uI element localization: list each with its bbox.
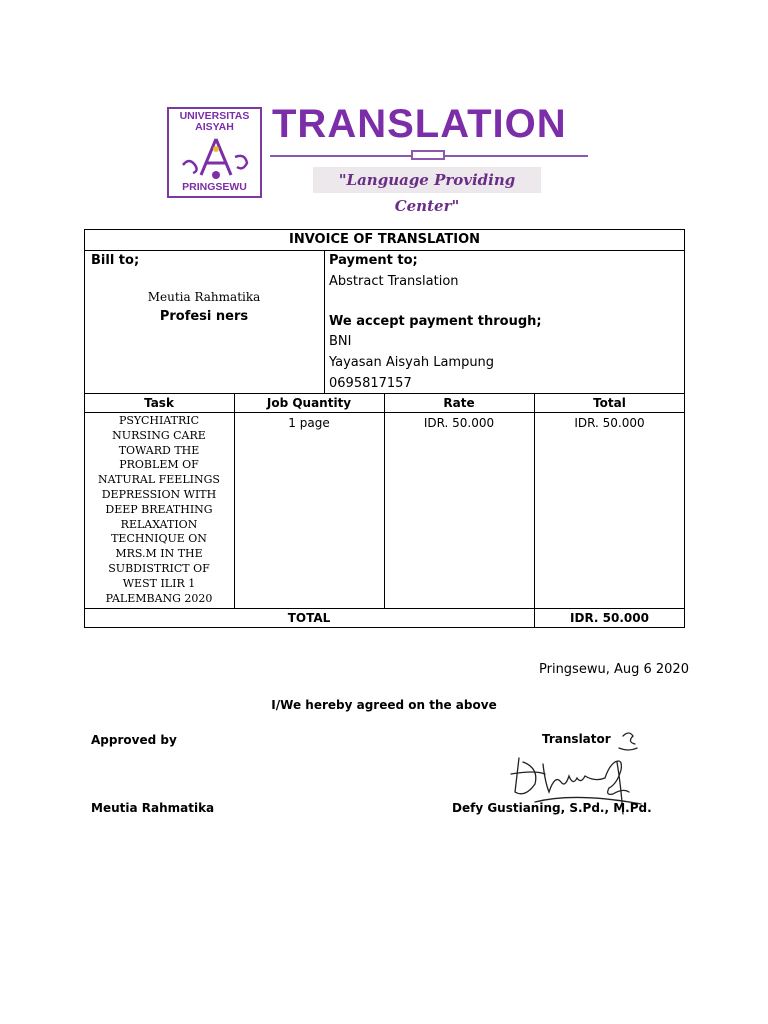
invoice-date: Pringsewu, Aug 6 2020 <box>539 662 689 677</box>
payment-to-label: Payment to; <box>329 253 418 268</box>
grand-total-value: IDR. 50.000 <box>570 611 649 625</box>
agreement-statement: I/We hereby agreed on the above <box>271 698 497 712</box>
column-header-total: Total <box>593 396 626 410</box>
bill-to-label: Bill to; <box>91 253 140 268</box>
university-logo <box>167 107 262 198</box>
brand-tagline: "Language Providing Center" <box>313 167 541 193</box>
task-description: PSYCHIATRIC NURSING CARE TOWARD THE PROBLEM OF NATURAL FEELINGS DEPRESSION WITH DEEP BREATHING RELAXATION TECHNIQUE ON MRS.M IN THE SUBDISTRICT OF WEST ILIR 1 PALEMBANG 2020 <box>98 414 220 605</box>
approved-by-label: Approved by <box>91 733 177 747</box>
translator-label: Translator <box>542 732 611 746</box>
bank-name: BNI <box>329 334 352 349</box>
account-name: Yayasan Aisyah Lampung <box>329 355 495 370</box>
translator-name: Defy Gustianing, S.Pd., M.Pd. <box>452 801 652 815</box>
total-value: IDR. 50.000 <box>574 416 645 430</box>
logo-text-aisyah: AISYAH <box>195 121 234 133</box>
grand-total-label: TOTAL <box>287 611 331 625</box>
accept-payment-label: We accept payment through; <box>329 314 542 329</box>
invoice-heading: INVOICE OF TRANSLATION <box>289 232 480 247</box>
logo-text-universitas: UNIVERSITAS <box>179 110 250 122</box>
column-header-rate: Rate <box>443 396 475 410</box>
invoice-table <box>84 229 685 629</box>
logo-text-pringsewu: PRINGSEWU <box>182 181 247 193</box>
payment-to-name: Abstract Translation <box>329 274 459 289</box>
account-number: 0695817157 <box>329 376 412 391</box>
bill-to-profession: Profesi ners <box>159 309 249 324</box>
logo-emblem-icon <box>179 135 253 181</box>
bill-to-name: Meutia Rahmatika <box>147 290 261 304</box>
brand-divider-ornament <box>411 150 445 160</box>
column-header-job-quantity: Job Quantity <box>266 396 352 410</box>
column-header-task: Task <box>144 396 174 410</box>
approver-name: Meutia Rahmatika <box>91 801 215 815</box>
job-quantity-value: 1 page <box>288 416 330 430</box>
rate-value: IDR. 50.000 <box>423 416 495 430</box>
brand-title: TRANSLATION <box>272 102 567 146</box>
